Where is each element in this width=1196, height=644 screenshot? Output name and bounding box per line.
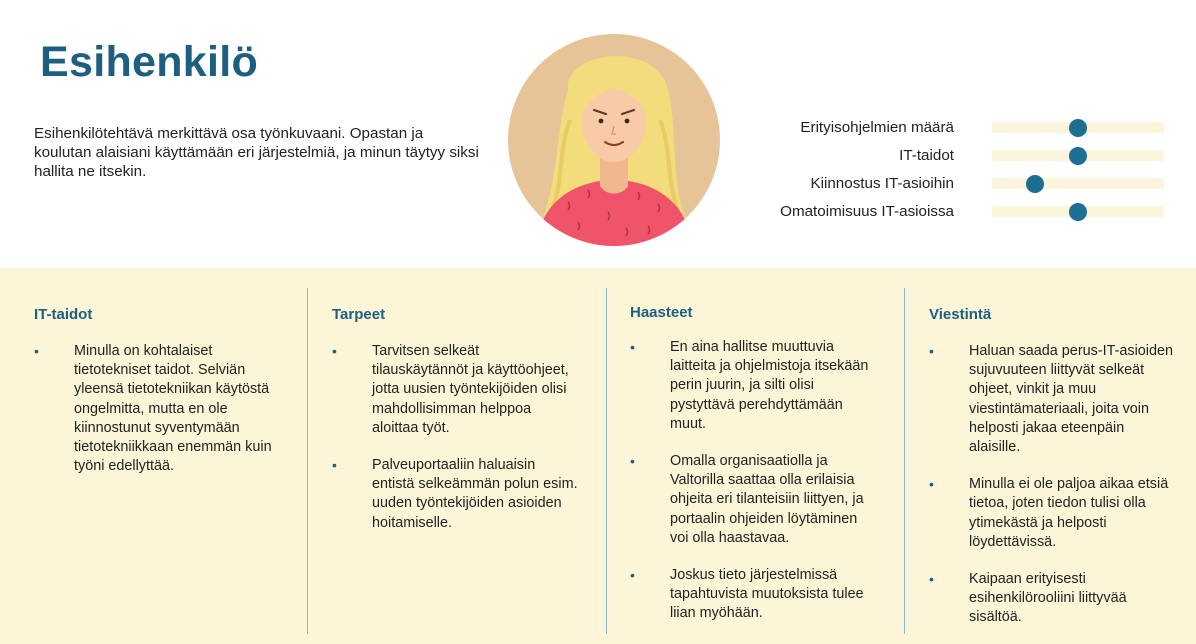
column-haasteet <box>606 268 904 644</box>
slider-track <box>992 206 1164 217</box>
slider-row <box>770 143 1170 171</box>
page-title: Esihenkilö <box>40 38 259 86</box>
bullet-list <box>74 342 286 494</box>
slider-knob <box>1069 147 1087 165</box>
slider-label: Kiinnostus IT-asioihin <box>810 175 954 192</box>
woman-avatar-icon <box>508 30 720 250</box>
persona-details <box>0 268 1196 644</box>
column-it-taidot <box>0 268 307 644</box>
persona-intro: Esihenkilötehtävä merkittävä osa työnkuvaani. Opastan ja koulutan alaisiani käyttämään eri järjestelmiä, ja minun täytyy siksi hallita ne itsekin. <box>34 125 479 180</box>
slider-track <box>992 122 1164 133</box>
list-item: • Omalla organisaatiolla ja Valtorilla saattaa olla erilaisia ohjeita eri tilanteisiin liittyen, ja portaalin ohjeiden löytäminen voi olla haastavaa. <box>670 452 874 548</box>
column-title: Haasteet <box>630 304 693 321</box>
column-title: Tarpeet <box>332 306 386 323</box>
slider-knob <box>1069 119 1087 137</box>
slider-row <box>770 171 1170 199</box>
slider-row <box>770 115 1170 143</box>
list-item: • Palveuportaaliin haluaisin entistä selkeämmän polun esim. uuden työntekijöiden asioiden hoitamiselle. <box>372 456 578 533</box>
slider-knob <box>1026 175 1044 193</box>
column-viestinta <box>904 268 1196 644</box>
list-item: • Kaipaan erityisesti esihenkilörooliini liittyvää sisältöä. <box>969 570 1179 628</box>
slider-label: IT-taidot <box>899 147 954 164</box>
list-item: • Tarvitsen selkeät tilauskäytännöt ja käyttöohjeet, jotta uusien työntekijöiden olisi mahdollisimman helppoa aloittaa työt. <box>372 342 578 438</box>
bullet-list <box>670 338 874 642</box>
list-item: • Joskus tieto järjestelmissä tapahtuvista muutoksista tulee liian myöhään. <box>670 566 874 624</box>
slider-track <box>992 150 1164 161</box>
list-item: • Minulla on kohtalaiset tietotekniset taidot. Selviän yleensä tietotekniikan käytöstä ongelmitta, mutta en ole kiinnostunut syventymään tietotekniikkaan enemmän kuin työni edellyttää. <box>74 342 286 476</box>
slider-knob <box>1069 203 1087 221</box>
slider-track <box>992 178 1164 189</box>
trait-sliders <box>770 115 1170 227</box>
slider-label: Erityisohjelmien määrä <box>800 119 954 136</box>
column-title: IT-taidot <box>34 306 93 323</box>
bullet-list <box>372 342 578 551</box>
list-item: • Haluan saada perus-IT-asioiden sujuvuuteen liittyvät selkeät ohjeet, vinkit ja muu viestintämateriaali, joita voin helposti jakaa eteenpäin alaisille. <box>969 342 1179 457</box>
list-item: • Minulla ei ole paljoa aikaa etsiä tietoa, joten tiedon tulisi olla ytimekästä ja helposti löydettävissä. <box>969 475 1179 552</box>
slider-row <box>770 199 1170 227</box>
column-tarpeet <box>307 268 606 644</box>
list-item: • En aina hallitse muuttuvia laitteita ja ohjelmistoja itsekään perin juurin, ja silti olisi pystyttävä perehdyttämään muut. <box>670 338 874 434</box>
bullet-list <box>969 342 1179 644</box>
slider-label: Omatoimisuus IT-asioissa <box>780 203 954 220</box>
column-title: Viestintä <box>929 306 992 323</box>
